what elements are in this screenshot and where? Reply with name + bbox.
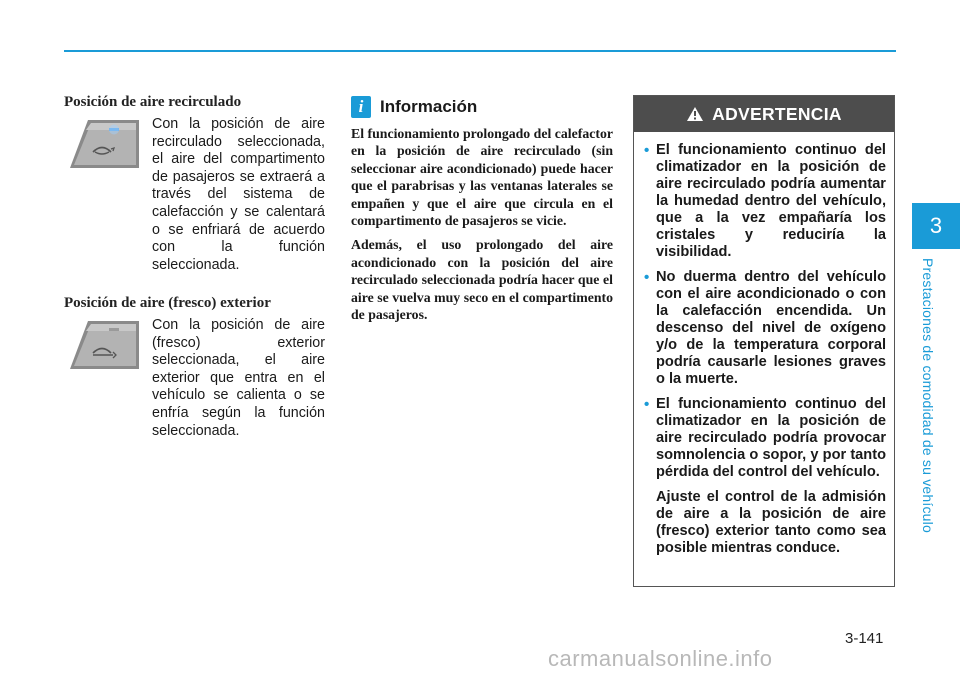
page-number: 3-141: [845, 630, 884, 647]
bullet-icon: •: [644, 396, 650, 413]
info-body: [351, 125, 613, 330]
bullet-icon: •: [644, 142, 650, 159]
watermark: carmanualsonline.info: [548, 646, 773, 671]
bullet-icon: •: [644, 269, 650, 286]
info-paragraph: Además, el uso prolongado del aire acondicionado con la posición del aire recirculado seleccionada podría hacer que el aire se vuelva muy seco en el compartimento de pasajeros.: [351, 237, 613, 323]
fresh-air-button-icon: [66, 317, 142, 373]
info-paragraph: El funcionamiento prolongado del calefactor en la posición de aire recirculado (sin seleccionar aire acondicionado) puede hacer que el parabrisas y las ventanas laterales se empañen y que el aire que circula en el compartimento de pasajeros se vicie.: [351, 126, 613, 229]
warning-item: • No duerma dentro del vehículo con el aire acondicionado o con la calefacción encendida. Un descenso del nivel de oxígeno y/o de la temperatura corporal podría causarle lesiones graves o la muerte.: [644, 269, 886, 387]
recirc-button-icon: [66, 116, 142, 172]
warning-extra: Ajuste el control de la admisión de aire a la posición de aire (fresco) exterior tanto como sea posible mientras conduce.: [656, 489, 886, 556]
info-title: Información: [380, 97, 478, 116]
fresh-heading: Posición de aire (fresco) exterior: [64, 295, 271, 311]
warning-header: [634, 96, 894, 132]
chapter-tab: [912, 203, 960, 249]
warning-item: • El funcionamiento continuo del climatizador en la posición de aire recirculado podría provocar somnolencia o sopor, y por tanto pérdida del control del vehículo.: [644, 396, 886, 480]
recirc-text: Con la posición de aire recirculado seleccionada, el aire del compartimento de pasajeros se extraerá a través del sistema de calefacción y se calentará o se enfriará de acuerdo con la función seleccionada.: [152, 116, 325, 273]
info-icon: i: [351, 96, 371, 118]
warning-triangle-icon: [686, 106, 704, 122]
recirc-heading: Posición de aire recirculado: [64, 94, 242, 110]
warning-title: ADVERTENCIA: [712, 103, 842, 124]
fresh-text: Con la posición de aire (fresco) exterior seleccionada, el aire exterior que entra en el vehículo se calienta o se enfría según la función seleccionada.: [152, 317, 325, 439]
info-header: [351, 96, 477, 118]
warning-item: • El funcionamiento continuo del climatizador en la posición de aire recirculado podría aumentar la humedad dentro del vehículo, que a la vez empañaría los cristales y reduciría la visibilidad.: [644, 142, 886, 260]
warning-list: [634, 132, 894, 481]
chapter-title: Prestaciones de comodidad de su vehículo: [920, 258, 936, 533]
chapter-number: 3: [929, 213, 943, 238]
warning-box: [633, 95, 895, 587]
top-rule: [64, 50, 896, 52]
